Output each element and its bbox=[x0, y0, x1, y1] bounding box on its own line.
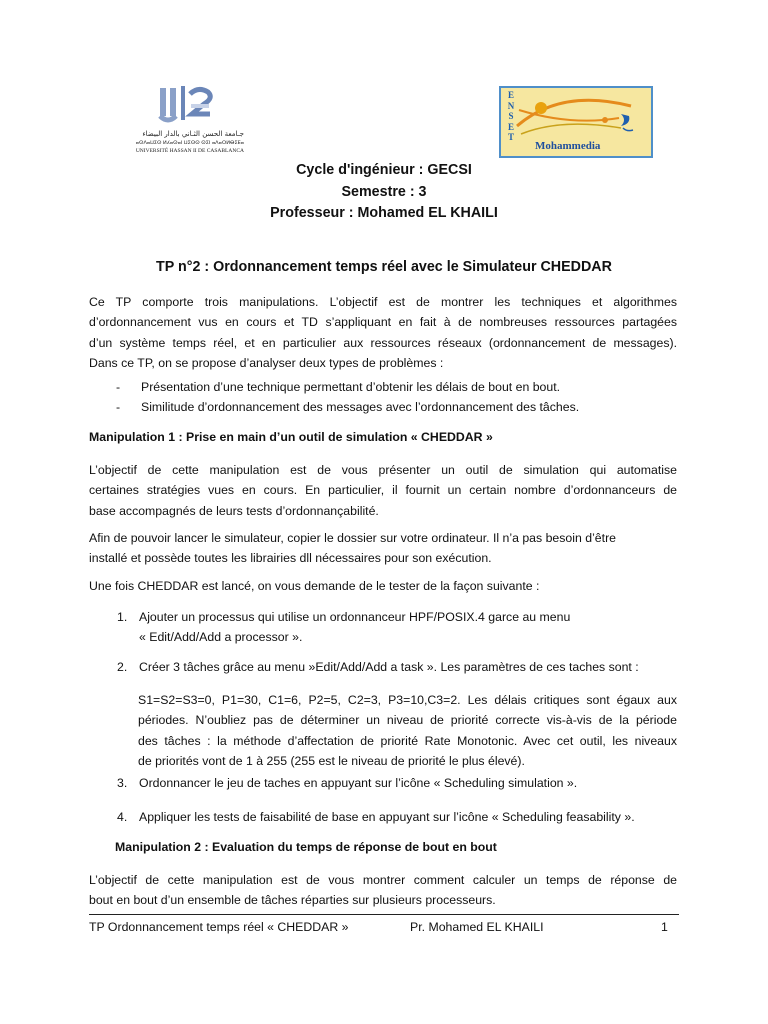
semester-title: Semestre : 3 bbox=[341, 184, 427, 200]
manipulation-2-paragraph bbox=[89, 870, 677, 911]
manipulation-1-paragraph bbox=[89, 460, 677, 521]
text-line: des tâches : la méthode d’affectation de priorité Rate Monotonic. Avec cet outil, les niveaux bbox=[138, 733, 677, 748]
footer-page-number: 1 bbox=[661, 920, 668, 934]
bullet-dash: - bbox=[116, 380, 121, 394]
text-line: de priorités vont de 1 à 255 (255 est le niveau de priorité le plus élevé). bbox=[138, 754, 525, 769]
step-text: Appliquer les tests de faisabilité de base en appuyant sur l’icône « Scheduling feasability ». bbox=[139, 810, 635, 824]
intro-paragraph bbox=[89, 292, 677, 374]
enset-city-name: Mohammedia bbox=[535, 140, 601, 152]
text-line: bout en bout d’un ensemble de tâches réparties sur plusieurs processeurs. bbox=[89, 893, 496, 908]
enset-letter: T bbox=[507, 132, 514, 143]
text-line: S1=S2=S3=0, P1=30, C1=6, P2=5, C2=3, P3=10,C3=2. Les délais critiques sont égaux aux bbox=[138, 693, 677, 707]
footer-doc-title: TP Ordonnancement temps réel « CHEDDAR » bbox=[89, 920, 349, 934]
step-number: 1. bbox=[117, 610, 128, 624]
task-parameters-paragraph bbox=[138, 690, 677, 772]
text-line: L’objectif de cette manipulation est de vous montrer comment calculer un temps de réponse de bbox=[89, 873, 677, 887]
professor-title: Professeur : Mohamed EL KHAILI bbox=[270, 205, 498, 221]
enset-acronym bbox=[506, 90, 516, 143]
text-line: L’objectif de cette manipulation est de vous présenter un outil de simulation qui automatise bbox=[89, 463, 677, 477]
step-text: « Edit/Add/Add a processor ». bbox=[139, 630, 303, 644]
manipulation-2-heading: Manipulation 2 : Evaluation du temps de réponse de bout en bout bbox=[115, 840, 497, 854]
enset-letter: E bbox=[507, 90, 514, 100]
enset-letter: N bbox=[507, 100, 515, 111]
step-number: 4. bbox=[117, 810, 128, 824]
text-line: Ce TP comporte trois manipulations. L’objectif est de montrer les techniques et algorithmes bbox=[89, 295, 677, 309]
footer-rule bbox=[89, 914, 679, 915]
uh2-university-logo bbox=[126, 84, 244, 162]
bullet-dash: - bbox=[116, 400, 121, 414]
bullet-text: Similitude d’ordonnancement des messages avec l’ordonnancement des tâches. bbox=[141, 400, 580, 414]
step-text: Ordonnancer le jeu de taches en appuyant sur l’icône « Scheduling simulation ». bbox=[139, 776, 578, 790]
text-line: certaines stratégies vues en cours. En particulier, il fournit un certain nombre d’ordonnanceurs de bbox=[89, 483, 677, 498]
text-line: Afin de pouvoir lancer le simulateur, copier le dossier sur votre ordinateur. Il n’a pas besoin d’être bbox=[89, 531, 617, 545]
text-line: d’un système temps réel, et en particulier aux ressources réseaux (ordonnancement de messages). bbox=[89, 335, 677, 350]
enset-letter: E bbox=[507, 121, 514, 132]
uh2-latin-name: UNIVERSITÉ HASSAN II DE CASABLANCA bbox=[135, 148, 244, 154]
step-number: 3. bbox=[117, 776, 128, 790]
text-line: installé et possède toutes les librairies dll nécessaires pour son exécution. bbox=[89, 551, 492, 566]
text-line: périodes. N’oubliez pas de déterminer un niveau de priorité correcte vis-à-vis de la période bbox=[138, 713, 677, 728]
text-line: base accompagnés de leurs tests d’ordonnançabilité. bbox=[89, 503, 379, 518]
step-text: Créer 3 tâches grâce au menu »Edit/Add/Add a task ». Les paramètres de ces taches sont : bbox=[139, 660, 639, 674]
cycle-title: Cycle d'ingénieur : GECSI bbox=[296, 162, 472, 178]
uh2-tifinagh-name: ⴰⵙⴷⴰⵡⵉⵙ ⵍⵃⴰⵙⴰⵏ ⵡⵉⵙⵙ ⵙⵉⵏ ⴰⴷⴰⵔⵍⴱⵉⴹⴰ bbox=[135, 140, 244, 146]
step-number: 2. bbox=[117, 660, 128, 674]
test-intro-paragraph bbox=[89, 576, 677, 596]
bullet-text: Présentation d’une technique permettant d’obtenir les délais de bout en bout. bbox=[141, 380, 561, 394]
uh2-arabic-name: جـامعة الحسن الثـاني بالدار البيضاء bbox=[142, 130, 244, 138]
enset-letter: S bbox=[508, 111, 514, 122]
text-line: Une fois CHEDDAR est lancé, on vous demande de le tester de la façon suivante : bbox=[89, 579, 540, 593]
step-text: Ajouter un processus qui utilise un ordonnanceur HPF/POSIX.4 garce au menu bbox=[139, 610, 571, 624]
tp-title: TP n°2 : Ordonnancement temps réel avec le Simulateur CHEDDAR bbox=[156, 259, 612, 275]
enset-mohammedia-logo bbox=[499, 86, 653, 158]
footer-author: Pr. Mohamed EL KHAILI bbox=[410, 920, 544, 934]
text-line: Dans ce TP, on se propose d’analyser deux types de problèmes : bbox=[89, 356, 444, 371]
manipulation-1-heading: Manipulation 1 : Prise en main d’un outil de simulation « CHEDDAR » bbox=[89, 430, 493, 444]
simulator-setup-paragraph bbox=[89, 528, 677, 569]
uh2-logo-mark bbox=[158, 84, 218, 124]
text-line: d’ordonnancement vus en cours et TD s’appliquant en fait à de nombreuses ressources partagées bbox=[89, 315, 677, 330]
